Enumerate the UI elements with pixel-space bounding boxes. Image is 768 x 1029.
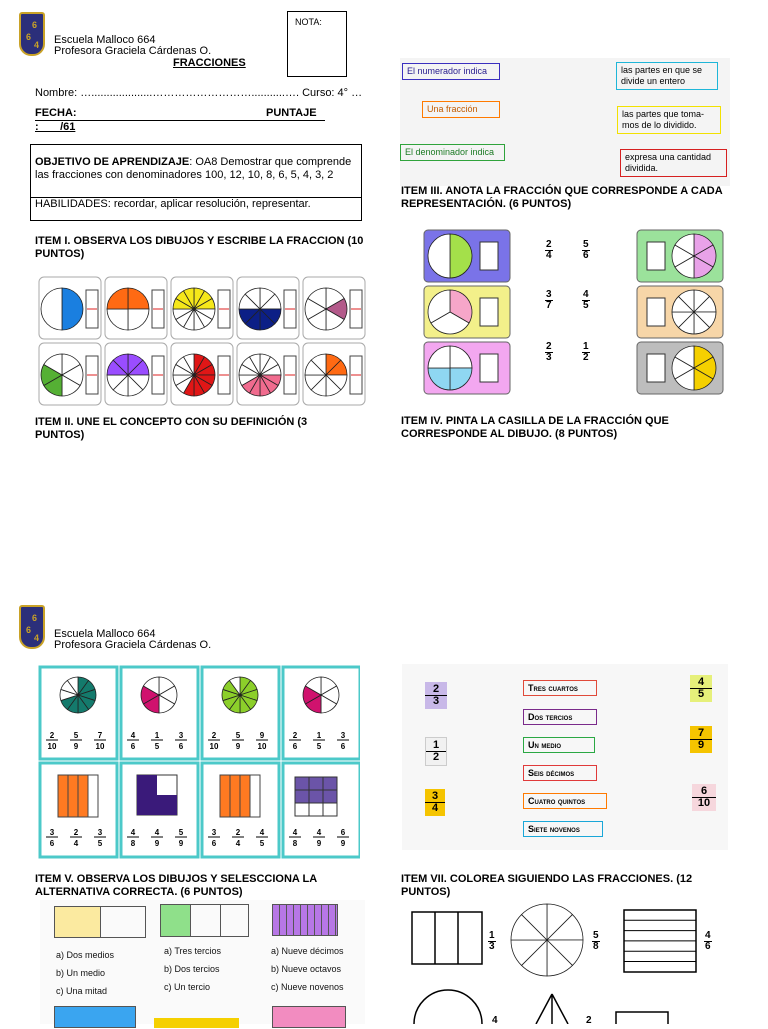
grid-frac-den: 9: [235, 742, 241, 751]
grid-frac-den: 6: [211, 839, 217, 848]
grid-part: [309, 803, 323, 816]
grid-frac-num: 2: [211, 731, 217, 740]
fecha-label: FECHA:: [35, 107, 77, 119]
grid-part: [295, 790, 309, 803]
grid-frac-den: 4: [73, 839, 79, 848]
partial-circle: [414, 990, 482, 1024]
fecha-row: [35, 107, 325, 121]
answer-box: [480, 354, 498, 382]
bar-part: [58, 775, 68, 817]
skills: HABILIDADES: recordar, aplicar resolución, representar.: [35, 198, 311, 210]
item7-frac: $\frac{1}{3}$: [489, 930, 495, 952]
item5-panel: [40, 900, 365, 1024]
item3-heading: ITEM III. ANOTA LA FRACCIÓN QUE CORRESPONDE A CADA REPRESENTACIÓN. (6 PUNTOS): [401, 185, 723, 210]
grid-part: [323, 790, 337, 803]
teacher-name: Profesora Graciela Cárdenas O.: [54, 45, 212, 57]
answer-box: [647, 298, 665, 326]
partial-triangle: [536, 994, 568, 1024]
answer-box: [480, 298, 498, 326]
bar-part: [68, 775, 78, 817]
grid-frac-num: 3: [340, 731, 346, 740]
grid-frac-num: 4: [316, 828, 322, 837]
grid-frac-den: 6: [292, 742, 298, 751]
item3-frac: $\frac{4}{5}$: [583, 289, 589, 311]
grid-frac-den: 6: [49, 839, 55, 848]
item4-grid: [38, 665, 360, 861]
grid-frac-den: 6: [178, 742, 184, 751]
grid-part: [309, 777, 323, 790]
grid-frac-den: 5: [97, 839, 103, 848]
concept-numerador: El numerador indica: [402, 63, 500, 80]
grid-part: [309, 790, 323, 803]
item7-panel: [402, 898, 732, 1024]
grid-frac-num: 1: [316, 731, 322, 740]
word-card: Dos tercios: [523, 709, 597, 725]
objective-label: OBJETIVO DE APRENDIZAJE: [35, 156, 190, 168]
grid-part: [295, 803, 309, 816]
grid-frac-num: 9: [259, 731, 265, 740]
grid-frac-num: 2: [49, 731, 55, 740]
teacher-name: Profesora Graciela Cárdenas O.: [54, 639, 212, 651]
item5-bar-halves: [54, 906, 146, 938]
grid-frac-num: 5: [73, 731, 79, 740]
grid-frac-den: 5: [316, 742, 322, 751]
item5-bar-thirds: [160, 904, 249, 937]
word-card: Tres cuartos: [523, 680, 597, 696]
item3-frac: $\frac{5}{6}$: [583, 239, 589, 261]
bar-part: [230, 775, 240, 817]
bar-part: [220, 775, 230, 817]
definition-cantidad: expresa una cantidad dividida.: [620, 149, 727, 177]
item2-heading: ITEM II. UNE EL CONCEPTO CON SU DEFINICIÓN (3 PUNTOS): [35, 416, 308, 441]
objective-text: : OA8 Demostrar que comprende las fracciones con denominadores 100, 12, 10, 8, 6, 5, 4, 3, 2: [35, 156, 352, 181]
item4-drawing: [38, 665, 360, 861]
grid-frac-num: 6: [340, 828, 346, 837]
word-card: Un medio: [523, 737, 595, 753]
grid-frac-den: 9: [340, 839, 346, 848]
item7-drawing: [402, 898, 732, 1024]
grid-frac-num: 4: [154, 828, 160, 837]
grid-frac-den: 10: [95, 742, 105, 751]
grid-frac-den: 9: [154, 839, 160, 848]
grid-frac-den: 6: [130, 742, 136, 751]
answer-box: [647, 354, 665, 382]
grid-frac-num: 1: [154, 731, 160, 740]
grid-frac-num: 4: [130, 731, 136, 740]
grid-frac-den: 4: [235, 839, 241, 848]
concept-fraccion: Una fracción: [422, 101, 500, 118]
item1-pies: [38, 276, 366, 411]
word-frac-left: 1 2: [425, 737, 447, 766]
grid-frac-den: 5: [259, 839, 265, 848]
grid-frac-num: 5: [178, 828, 184, 837]
page-title: FRACCIONES: [173, 57, 246, 69]
word-frac-right: 4 5: [690, 675, 712, 702]
item5-bar-ninths: [272, 904, 338, 936]
grid-frac-num: 3: [49, 828, 55, 837]
grid-frac-num: 2: [235, 828, 241, 837]
nota-box: [287, 11, 347, 77]
grid-part: [295, 777, 309, 790]
answer-box: [647, 242, 665, 270]
word-frac-right: 6 10: [692, 784, 716, 811]
grid-frac-den: 9: [73, 742, 79, 751]
grid-frac-den: 5: [154, 742, 160, 751]
grid-frac-num: 3: [178, 731, 184, 740]
item3-frac: $\frac{1}{2}$: [583, 341, 589, 363]
school-name: Escuela Malloco 664: [54, 34, 156, 46]
word-card: Seis décimos: [523, 765, 597, 781]
grid-frac-num: 3: [97, 828, 103, 837]
grid-frac-num: 2: [292, 731, 298, 740]
grid-frac-den: 8: [292, 839, 298, 848]
item1-figures: [38, 276, 366, 411]
name-line: Nombre: …....................………………………...........…. Curso: 4° …: [35, 87, 363, 99]
grid-frac-den: 6: [340, 742, 346, 751]
school-logo: 6 6 4: [19, 605, 45, 649]
grid-frac-num: 4: [259, 828, 265, 837]
item1-heading: ITEM I. OBSERVA LOS DIBUJOS Y ESCRIBE LA FRACCION (10 PUNTOS): [35, 235, 364, 260]
item3-frac: $\frac{2}{3}$: [546, 341, 552, 363]
item5-options-2[interactable]: a) Tres tercios b) Dos tercios c) Un tercio: [164, 946, 222, 992]
bar-part: [240, 775, 250, 817]
rect-thirds: [412, 912, 482, 964]
partial-rect: [616, 1012, 668, 1024]
item5-options-3[interactable]: a) Nueve décimos b) Nueve octavos c) Nueve novenos: [271, 946, 344, 992]
grid-frac-den: 9: [178, 839, 184, 848]
item3-frac: $\frac{2}{4}$: [546, 239, 552, 261]
item7-frac: 2: [586, 1015, 592, 1026]
answer-box: [480, 242, 498, 270]
grid-part: [323, 777, 337, 790]
school-name: Escuela Malloco 664: [54, 628, 156, 640]
item5-heading: ITEM V. OBSERVA LOS DIBUJOS Y SELESCCIONA LA ALTERNATIVA CORRECTA. (6 PUNTOS): [35, 873, 317, 898]
item3-frac: $\frac{3}{7}$: [546, 289, 552, 311]
word-frac-right: 7 9: [690, 726, 712, 753]
grid-frac-den: 10: [47, 742, 57, 751]
square-fill: [137, 775, 157, 815]
school-logo: 6 6 4: [19, 12, 45, 56]
word-card: Cuatro quintos: [523, 793, 607, 809]
puntaje-value: : ___/61: [35, 121, 76, 133]
objective-box: [30, 144, 362, 221]
bar-part: [78, 775, 88, 817]
item5-options-1[interactable]: a) Dos medios b) Un medio c) Una mitad: [56, 950, 115, 996]
grid-frac-den: 9: [316, 839, 322, 848]
grid-frac-den: 10: [257, 742, 267, 751]
bar-part: [250, 775, 260, 817]
definition-partes-toma: las partes que toma-mos de lo dividido.: [617, 106, 721, 134]
grid-frac-num: 7: [97, 731, 103, 740]
grid-part: [323, 803, 337, 816]
grid-frac-den: 10: [209, 742, 219, 751]
objective: [35, 156, 355, 182]
word-frac-left: 2 3: [425, 682, 447, 709]
grid-frac-num: 4: [130, 828, 136, 837]
item3-fraction-list: [545, 240, 605, 380]
item7-frac: $\frac{4}{6}$: [705, 930, 711, 952]
concept-denominador: El denominador indica: [400, 144, 505, 161]
puntaje-label: PUNTAJE: [266, 107, 317, 119]
item7-heading: ITEM VII. COLOREA SIGUIENDO LAS FRACCIONES. (12 PUNTOS): [401, 873, 693, 898]
grid-frac-num: 3: [211, 828, 217, 837]
definition-partes-divide: las partes en que se divide un entero: [616, 62, 718, 90]
word-card: Siete novenos: [523, 821, 603, 837]
grid-frac-num: 4: [292, 828, 298, 837]
grid-frac-num: 2: [73, 828, 79, 837]
word-frac-left: 3 4: [425, 789, 445, 816]
item7-frac: $\frac{5}{8}$: [593, 930, 599, 952]
square-fill: [157, 795, 177, 815]
bar-part: [88, 775, 98, 817]
nota-label: NOTA:: [295, 17, 322, 27]
item7-frac: 4: [492, 1015, 498, 1026]
item4-heading: ITEM IV. PINTA LA CASILLA DE LA FRACCIÓN QUE CORRESPONDE AL DIBUJO. (8 PUNTOS): [401, 415, 669, 440]
grid-frac-den: 8: [130, 839, 136, 848]
grid-frac-num: 5: [235, 731, 241, 740]
